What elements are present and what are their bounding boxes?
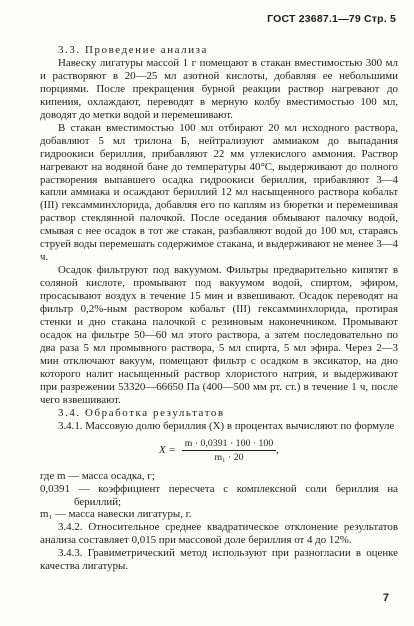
paragraph: 3.4.3. Гравиметрический метод используют при разногласии в оценке качества лигатуры. [40,547,398,573]
paragraph: Осадок фильтруют под вакуумом. Фильтры предварительно кипятят в соляной кислоте, промывают под вакуумом водой, спиртом, эфиром, просасывают воздух в течение 15 мин и взвешивают. Осадок переводят на фильтр 0,2%-ным раствором кобальт (III) гексамминхлорида, протирая стенки и дно стакана палочкой с резиновым наконечником. Промывают осадок на фильтре 50—60 мл этого раствора, а затем последовательно по два раза 5 мл промывного раствора, 5 мл спирта, 5 мл эфира. Через 2—3 мин отключают вакуум, помещают фильтр с осадком в эксикатор, на дно которого налит насыщенный раствор хлористого натрия, и выдерживают при разрежении 53320—66650 Па (400—500 мм рт. ст.) в течение 1 ч, после чего взвешивают. [40,264,398,406]
formula [40,438,398,464]
body-text [40,44,398,573]
running-header: ГОСТ 23687.1—79 Стр. 5 [267,13,396,25]
formula-fraction [182,438,276,463]
paragraph: 3.4. Обработка результатов [58,406,225,419]
paragraph: где m — масса осадка, г; [40,469,155,482]
formula-lhs: X = [159,444,176,457]
paragraph: 3.4.1. Массовую долю бериллия (X) в процентах вычисляют по формуле [58,419,395,432]
paragraph: Навеску лигатуры массой 1 г помещают в стакан вместимостью 300 мл и растворяют в 20—25 мл азотной кислоты, добавляя ее небольшими порциями. После прекращения бурной реакции раствор нагревают до кипения, охлаждают, переводят в мерную колбу вместимостью 100 мл, доводят до метки водой и перемешивают. [40,56,398,121]
paragraph: 3.4.2. Относительное среднее квадратическое отклонение результатов анализа составляет 0,015 при массовой доле бериллия от 4 до 12%. [40,521,398,547]
paragraph: 0,0391 — коэффициент пересчета с комплексной соли бериллия на бериллий; [40,482,398,508]
page-number: 7 [382,592,389,604]
paragraph: В стакан вместимостью 100 мл отбирают 20 мл исходного раствора, добавляют 5 мл трилона Б, нейтрализуют аммиаком до выпадания гидроокиси бериллия, прибавляют 22 мм углекислого аммония. Раствор нагревают на водяной бане до температуры 40°С, выдерживают до полного растворения выпавшего осадка гидроокиси бериллия, прибавляют 3—4 капли аммиака и осаждают бериллий 12 мл насыщенного раствора кобальт (III) гексамминхлорида, добавляя его по каплям из бюретки и перемешивая раствор стеклянной палочкой. После оседания обмывают палочку водой, смывая с нее осадок в тот же стакан, разбавляют водой до 100 мл, стараясь струей воды перемешать содержимое стакана, и выдерживают не менее 3—4 ч. [40,121,398,264]
definitions-and-notes [40,470,398,574]
section-paragraphs [40,44,398,433]
formula-numerator: m · 0,0391 · 100 · 100 [182,438,276,451]
paragraph: m₁ — масса навески лигатуры, г. [40,508,192,521]
formula-denominator: m₁ · 20 [214,452,244,464]
formula-end: , [276,444,279,457]
paragraph: 3.3. Проведение анализа [58,44,208,56]
